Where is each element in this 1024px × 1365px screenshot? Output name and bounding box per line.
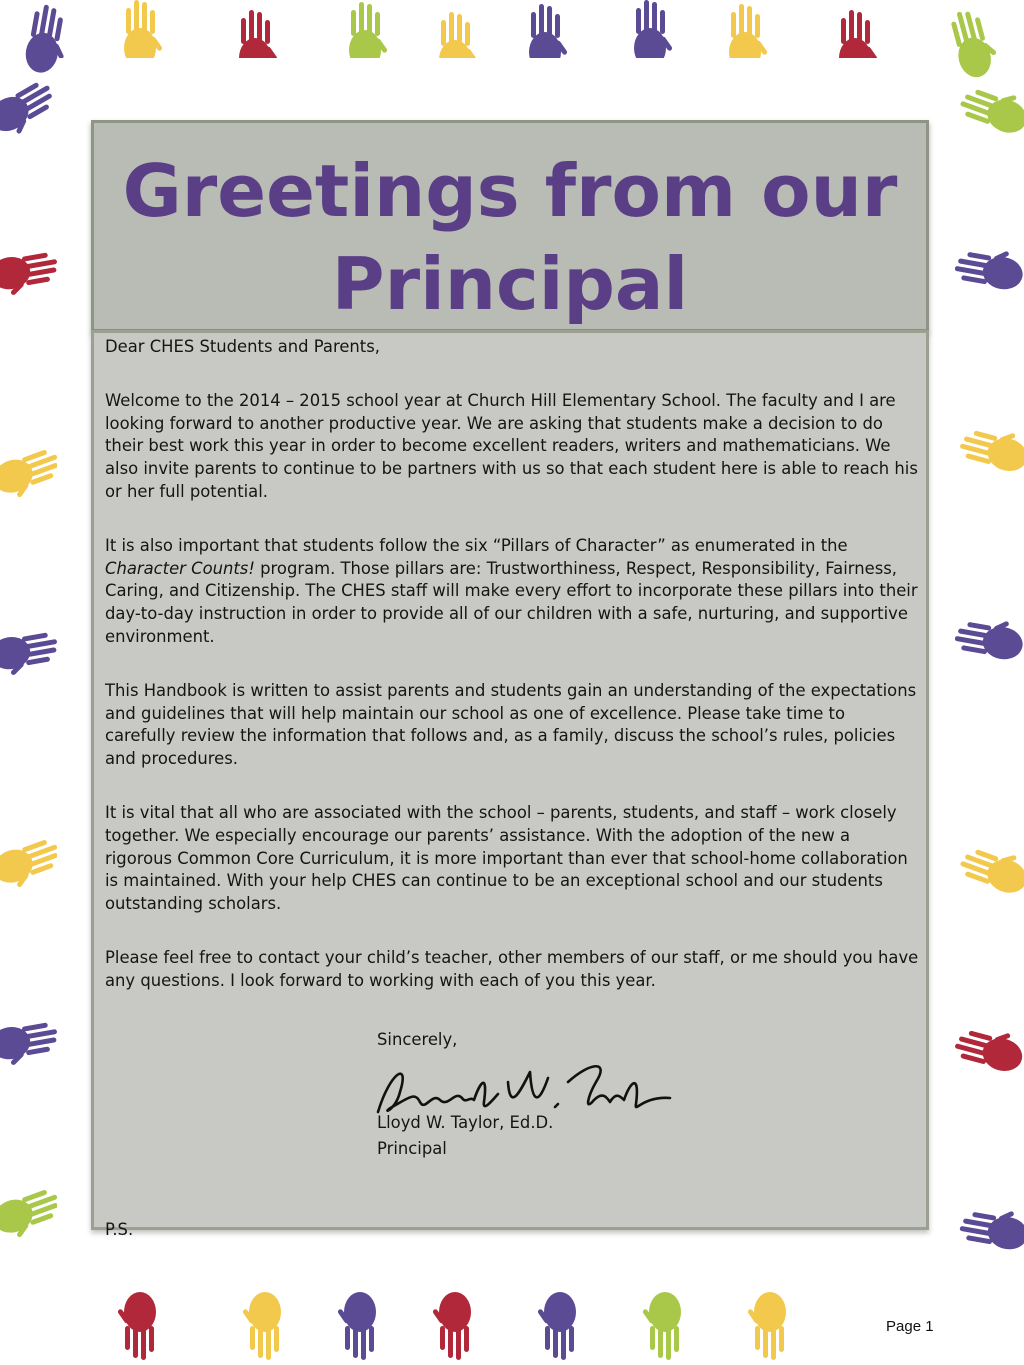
paragraph-handbook: This Handbook is written to assist parents and students gain an understanding of the expectations and guidelines that will help maintain our school as one of excellence. Please take time to carefully review the information that follows and, as a family, discuss the school’s rules, policies and procedures. (105, 680, 917, 769)
salutation: Dear CHES Students and Parents, (105, 337, 380, 356)
title-line-2: Principal (331, 242, 689, 326)
title-line-1: Greetings from our (122, 149, 898, 233)
pillars-text-b: program. Those pillars are: Trustworthiness, Respect, Responsibility, Fairness, Caring, and Citizenship. The CHES staff will make every effort to incorporate these pillars into their day-to-day instruction in order to provide all of our children with a safe, nurturing, and supportive environment. (105, 558, 918, 646)
signer-title: Principal (377, 1139, 447, 1158)
title-banner (91, 120, 929, 332)
program-name: Character Counts! (105, 558, 255, 578)
pillars-text-a: It is also important that students follow the six “Pillars of Character” as enumerated in the (105, 535, 848, 555)
page-number: Page 1 (886, 1318, 934, 1335)
postscript: P.S. (105, 1220, 134, 1239)
letter-body (105, 336, 920, 1024)
page-title (94, 145, 926, 331)
paragraph-welcome: Welcome to the 2014 – 2015 school year at Church Hill Elementary School. The faculty and I are looking forward to another productive year. We are asking that students make a decision to do their best work this year in order to become excellent readers, writers and mathematicians. We also invite parents to continue to be partners with us so that each student here is able to reach his or her full potential. (105, 390, 918, 501)
signer-block (377, 1110, 553, 1162)
closing: Sincerely, (377, 1030, 458, 1049)
paragraph-collaboration: It is vital that all who are associated with the school – parents, students, and staff – work closely together. We especially encourage our parents’ assistance. With the adoption of the new a rigorous Common Core Curriculum, it is more important than ever that school-home collaboration is maintained. With your help CHES can continue to be an exceptional school and our students outstanding scholars. (105, 802, 908, 914)
paragraph-pillars (105, 535, 920, 649)
signer-name: Lloyd W. Taylor, Ed.D. (377, 1113, 554, 1132)
paragraph-contact: Please feel free to contact your child’s teacher, other members of our staff, or me should you have any questions. I look forward to working with each of you this year. (105, 947, 919, 990)
